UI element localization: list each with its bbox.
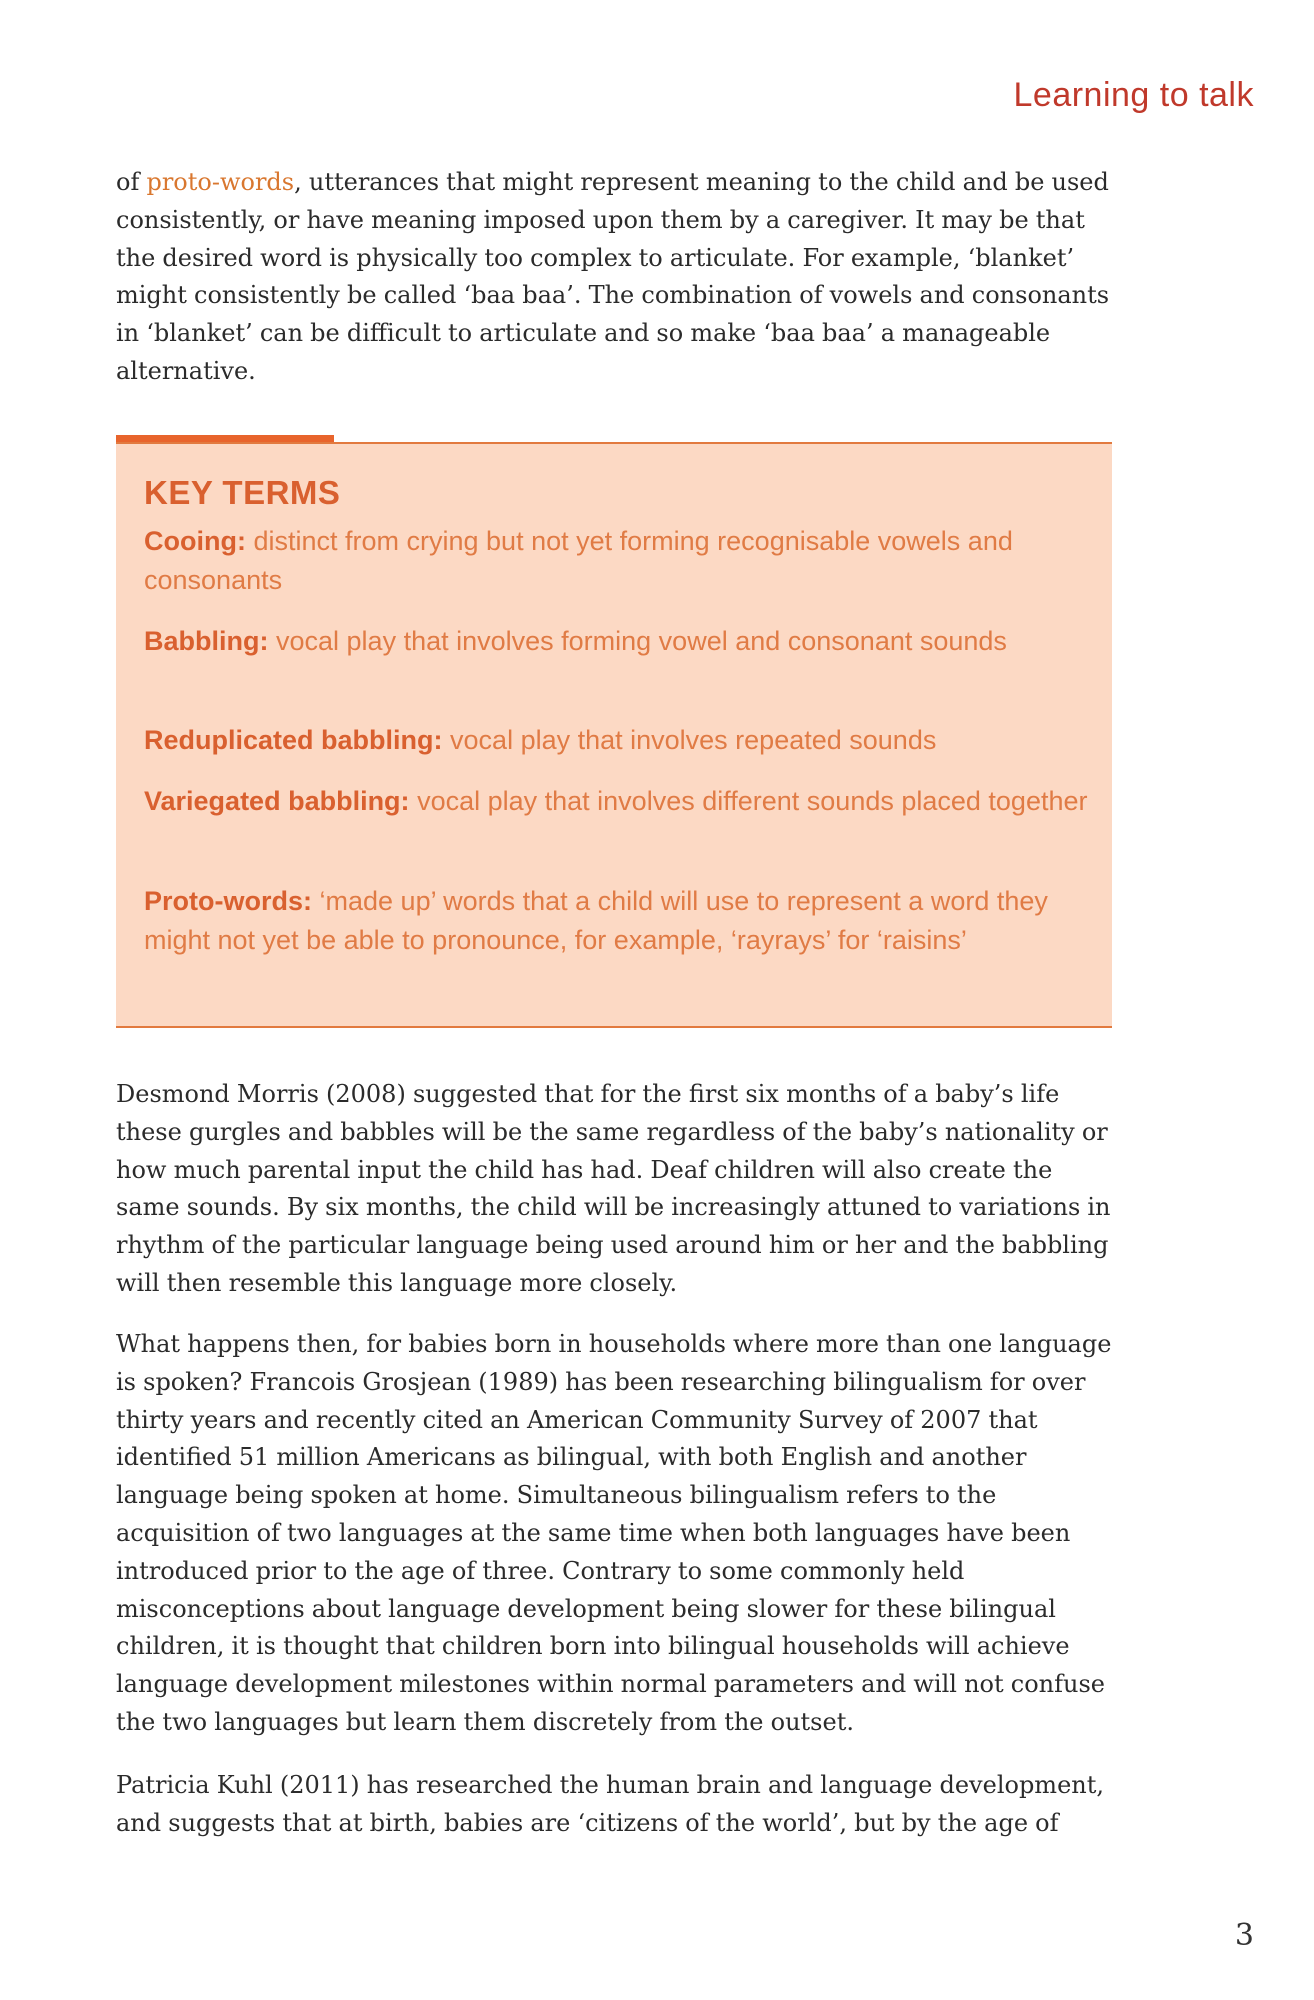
key-terms-title: KEY TERMS xyxy=(144,474,341,511)
key-term-definition: ‘made up’ words that a child will use to represent a word they might not yet be able to pronounce, for example, ‘rayrays’ for ‘raisins’ xyxy=(144,886,1048,955)
key-term-babbling xyxy=(144,622,1094,661)
key-term-label: Babbling: xyxy=(144,626,269,656)
intro-text: , utterances that might represent meaning to the child and be used consistently, or have meaning imposed upon them by a caregiver. It may be that the desired word is physically too complex to articulate. For example, ‘blanket’ might consistently be called ‘baa baa’. The combination of vowels and consonants in ‘blanket’ can be difficult to articulate and so make ‘baa baa’ a manageable alternative. xyxy=(116,168,1110,385)
key-term-label: Reduplicated babbling: xyxy=(144,725,443,755)
page-number: 3 xyxy=(1234,1918,1254,1953)
key-term-label: Cooing: xyxy=(144,526,246,556)
key-term-label: Proto-words: xyxy=(144,886,312,916)
key-term-variegated-babbling xyxy=(144,782,1094,821)
key-terms-accent-bar xyxy=(116,435,334,442)
key-terms-box xyxy=(116,442,1112,1028)
key-term-definition: vocal play that involves different sounds placed together xyxy=(417,786,1088,816)
key-term-definition: distinct from crying but not yet forming recognisable vowels and consonants xyxy=(144,526,1013,595)
body-paragraph-bilingual: What happens then, for babies born in households where more than one language is spoken? Francois Grosjean (1989) has been researching bilingualism for over thirty years and recently cited an American Community Survey of 2007 that identified 51 million Americans as bilingual, with both English and another language being spoken at home. Simultaneous bilingualism refers to the acquisition of two languages at the same time when both languages have been introduced prior to the age of three. Contrary to some commonly held misconceptions about language development being slower for these bilingual children, it is thought that children born into bilingual households will achieve language development milestones within normal parameters and will not confuse the two languages but learn them discretely from the outset. xyxy=(116,1330,1112,1736)
intro-prefix: of xyxy=(116,168,147,196)
body-paragraph-kuhl: Patricia Kuhl (2011) has researched the human brain and language development, and suggests that at birth, babies are ‘citizens of the world’, but by the age of xyxy=(116,1771,1104,1837)
running-head: Learning to talk xyxy=(1013,76,1254,114)
body-paragraph-morris: Desmond Morris (2008) suggested that for the first six months of a baby’s life these gurgles and babbles will be the same regardless of the baby’s nationality or how much parental input the child has had. Deaf children will also create the same sounds. By six months, the child will be increasingly attuned to variations in rhythm of the particular language being used around him or her and the babbling will then resemble this language more closely. xyxy=(116,1080,1111,1297)
key-term-definition: vocal play that involves forming vowel and consonant sounds xyxy=(276,626,1007,656)
key-term-cooing xyxy=(144,522,1094,599)
key-term-reduplicated-babbling xyxy=(144,721,1094,760)
key-term-proto-words xyxy=(144,882,1094,959)
key-term-label: Variegated babbling: xyxy=(144,786,410,816)
key-term-definition: vocal play that involves repeated sounds xyxy=(450,725,937,755)
intro-paragraph xyxy=(116,164,1116,391)
proto-words-term: proto-words xyxy=(146,168,295,196)
